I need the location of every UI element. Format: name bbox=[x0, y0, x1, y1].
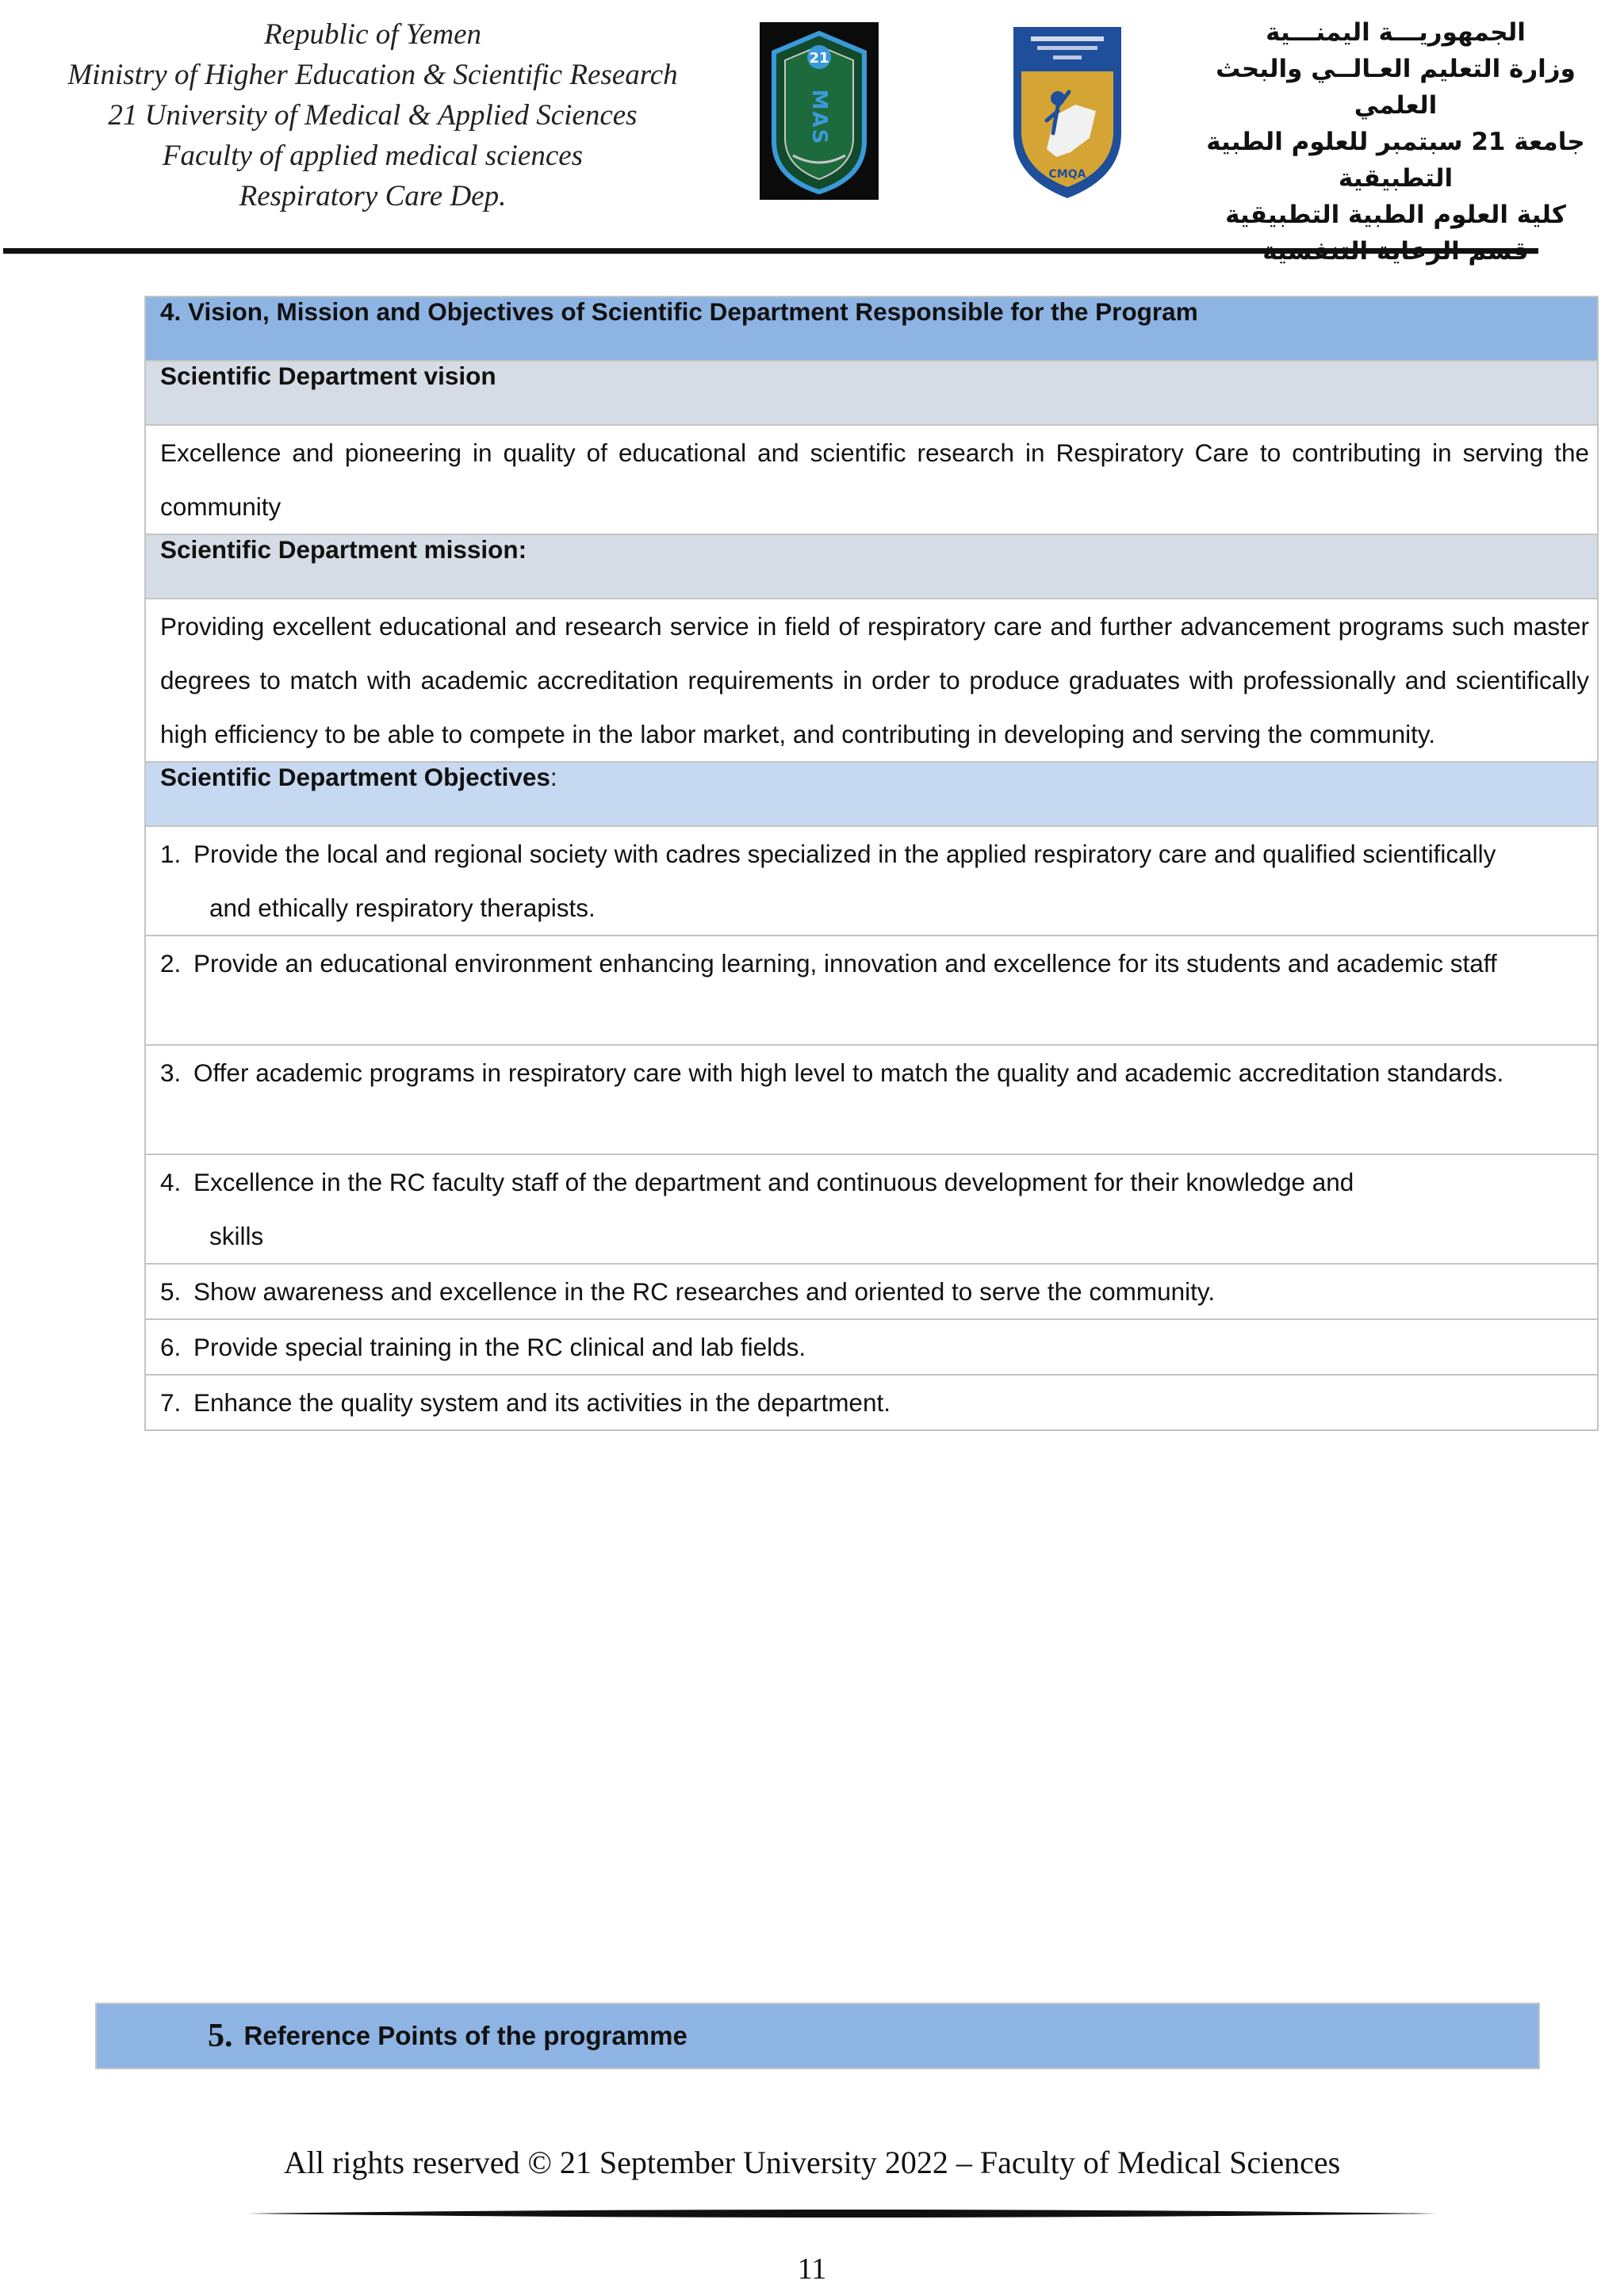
page-number: 11 bbox=[797, 2252, 827, 2286]
objective-text: Enhance the quality system and its activities in the department. bbox=[193, 1388, 891, 1417]
section5-heading-bar bbox=[95, 2003, 1540, 2069]
footer-copyright: All rights reserved © 21 September University 2022 – Faculty of Medical Sciences bbox=[283, 2145, 1341, 2180]
quality-council-logo-icon bbox=[1007, 22, 1128, 201]
objective-row bbox=[145, 1045, 1598, 1154]
header-arabic-block bbox=[1174, 14, 1618, 270]
vision-heading: Scientific Department vision bbox=[145, 361, 1598, 425]
objectives-heading-row bbox=[145, 762, 1598, 826]
vision-text-row bbox=[145, 425, 1598, 534]
objective-row bbox=[145, 826, 1598, 936]
header-ar-line-republic: الجمهوريـــة اليمنـــية bbox=[1266, 18, 1526, 47]
header-line-republic: Republic of Yemen bbox=[263, 18, 482, 51]
university-logo-icon bbox=[760, 22, 879, 200]
objective-text-continuation: and ethically respiratory therapists. bbox=[209, 894, 596, 922]
objective-text: Offer academic programs in respiratory care with high level to match the quality and academic accreditation standards. bbox=[193, 1058, 1504, 1087]
objectives-heading-colon: : bbox=[550, 763, 557, 791]
objective-number: 4. bbox=[160, 1168, 182, 1196]
objectives-heading: Scientific Department Objectives bbox=[160, 763, 550, 791]
objective-cell bbox=[145, 1319, 1598, 1375]
objective-text: Excellence in the RC faculty staff of the department and continuous development for their knowledge and bbox=[193, 1168, 1354, 1196]
logo-cmqa-label: CMQA bbox=[1048, 168, 1086, 181]
section5-title: Reference Points of the programme bbox=[243, 2021, 688, 2050]
vision-heading-row bbox=[145, 361, 1598, 425]
objective-cell bbox=[145, 936, 1598, 1045]
objective-row bbox=[145, 936, 1598, 1045]
objective-number: 6. bbox=[160, 1333, 182, 1361]
header-english-block bbox=[32, 14, 714, 216]
objective-number: 5. bbox=[160, 1277, 182, 1306]
vision-mission-table bbox=[144, 296, 1599, 1431]
header-line-ministry: Ministry of Higher Education & Scientific Research bbox=[67, 59, 678, 91]
objective-row bbox=[145, 1319, 1598, 1375]
objective-number: 7. bbox=[160, 1388, 182, 1417]
mission-text: Providing excellent educational and research service in field of respiratory care and further advancement programs such master degrees to match with academic accreditation requirements in order to produce graduates with professionally and scientifically high efficiency to be able to compete in the labor market, and contributing in developing and serving the community. bbox=[145, 599, 1598, 762]
objective-text-continuation: skills bbox=[209, 1222, 264, 1250]
header-divider bbox=[3, 248, 1538, 254]
header-ar-line-university: جامعة 21 سبتمبر للعلوم الطبية التطبيقية bbox=[1206, 128, 1585, 193]
objective-number: 2. bbox=[160, 949, 182, 978]
footer-divider bbox=[247, 2204, 1437, 2223]
objective-text: Provide the local and regional society with cadres specialized in the applied respiratory care and qualified scientifically bbox=[193, 840, 1496, 868]
header-ar-line-ministry: وزارة التعليم العـالــي والبحث العلمي bbox=[1216, 55, 1576, 120]
mission-heading: Scientific Department mission: bbox=[145, 534, 1598, 599]
section4-title-row bbox=[145, 297, 1598, 361]
logo-badge-number: 21 bbox=[809, 50, 829, 67]
section4-title: 4. Vision, Mission and Objectives of Scientific Department Responsible for the Program bbox=[145, 297, 1598, 361]
header-ar-line-faculty: كلية العلوم الطبية التطبيقية bbox=[1225, 201, 1566, 229]
objective-cell bbox=[145, 1045, 1598, 1154]
objective-text: Show awareness and excellence in the RC researches and oriented to serve the community. bbox=[193, 1277, 1216, 1306]
objective-row bbox=[145, 1375, 1598, 1430]
mission-heading-row bbox=[145, 534, 1598, 599]
objective-cell bbox=[145, 1264, 1598, 1319]
section5-number: 5. bbox=[208, 2018, 233, 2054]
objective-number: 1. bbox=[160, 840, 182, 868]
logo-letters: MAS bbox=[807, 89, 831, 146]
mission-text-row bbox=[145, 599, 1598, 762]
vision-text: Excellence and pioneering in quality of educational and scientific research in Respiratory Care to contributing in serving the community bbox=[145, 425, 1598, 534]
header-line-department: Respiratory Care Dep. bbox=[239, 180, 507, 212]
objective-cell bbox=[145, 1375, 1598, 1430]
objective-text: Provide an educational environment enhancing learning, innovation and excellence for its students and academic staff bbox=[193, 949, 1497, 978]
header-line-faculty: Faculty of applied medical sciences bbox=[162, 140, 584, 172]
objective-row bbox=[145, 1154, 1598, 1264]
objectives-heading-cell bbox=[145, 762, 1598, 826]
quality-council-logo bbox=[1007, 22, 1128, 201]
objective-text: Provide special training in the RC clinical and lab fields. bbox=[193, 1333, 806, 1361]
objective-row bbox=[145, 1264, 1598, 1319]
header-line-university: 21 University of Medical & Applied Sciences bbox=[108, 99, 638, 132]
objective-number: 3. bbox=[160, 1058, 182, 1087]
objective-cell bbox=[145, 1154, 1598, 1264]
objective-cell bbox=[145, 826, 1598, 936]
university-logo bbox=[760, 22, 879, 200]
